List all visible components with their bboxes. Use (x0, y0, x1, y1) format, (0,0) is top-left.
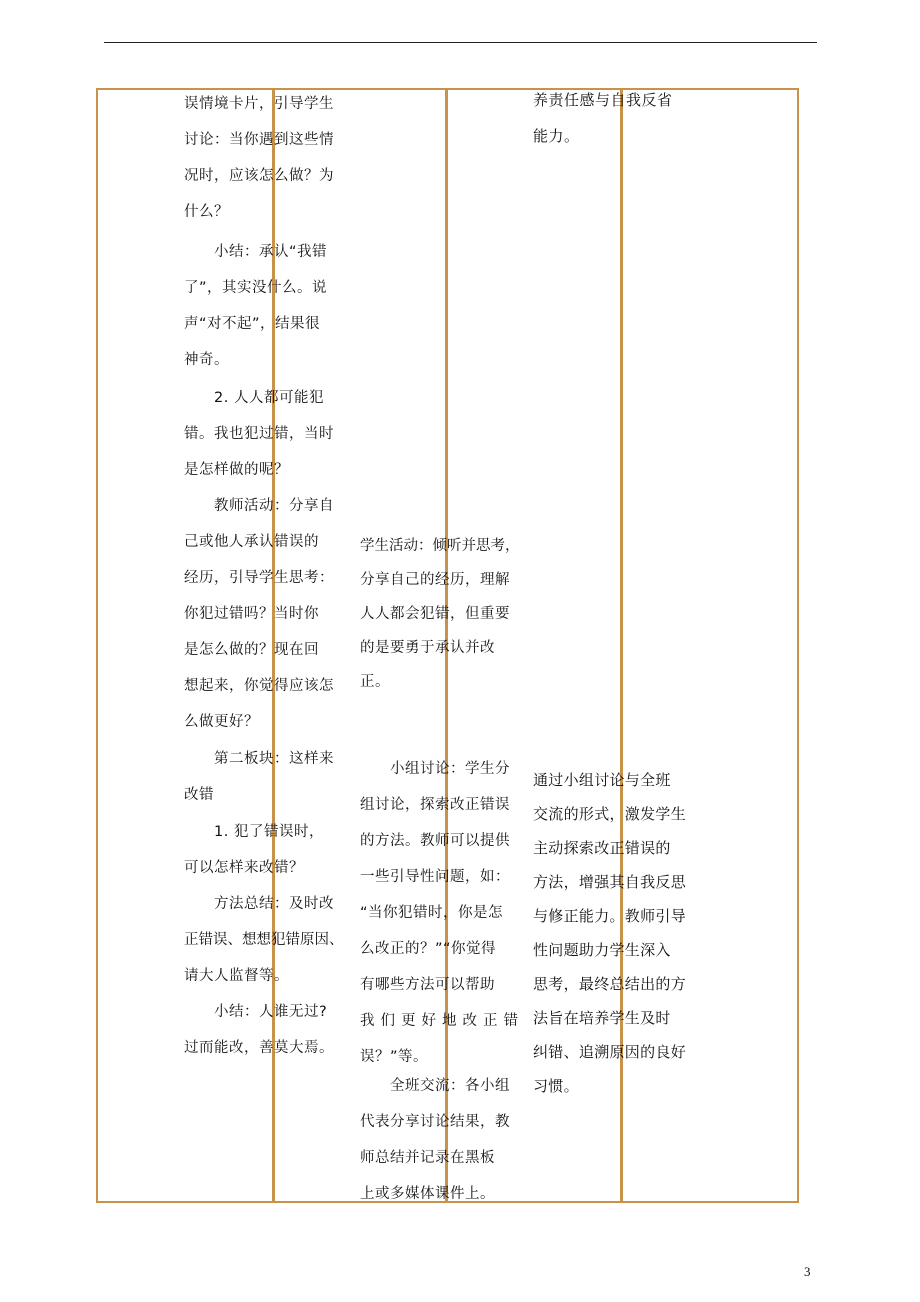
text-line: 有哪些方法可以帮助 (360, 977, 495, 993)
text-line: 误情境卡片，引导学生 (184, 96, 334, 112)
col2-paragraph-1 (184, 86, 344, 230)
text-line: 师总结并记录在黑板 (360, 1150, 495, 1166)
text-line: 你犯过错吗？当时你 (184, 606, 319, 622)
text-line: 代表分享讨论结果，教 (360, 1114, 510, 1130)
text-line: 请大人监督等。 (184, 968, 289, 984)
text-line: 过而能改，善莫大焉。 (184, 1040, 334, 1056)
text-line: “当你犯错时，你是怎 (360, 905, 504, 921)
col2-paragraph-3 (184, 380, 344, 488)
col2-paragraph-5 (184, 741, 344, 813)
text-line: 学生活动：倾听并思考， (360, 538, 520, 554)
text-line: 人人都会犯错，但重要 (360, 606, 510, 622)
text-line: 经历，引导学生思考： (184, 570, 334, 586)
text-line: 组讨论，探索改正错误 (360, 797, 510, 813)
text-line: 一些引导性问题，如： (360, 869, 510, 885)
text-line: 声“对不起”，结果很 (184, 316, 321, 332)
col2-paragraph-8 (184, 994, 344, 1066)
text-line: 是怎么做的？现在回 (184, 642, 319, 658)
col2-paragraph-6 (184, 814, 344, 886)
text-line: 法旨在培养学生及时 (533, 1009, 671, 1027)
text-line: 方法，增强其自我反思 (533, 873, 687, 891)
text-line: 的是要勇于承认并改 (360, 640, 495, 656)
text-line: 方法总结：及时改 (214, 896, 334, 912)
text-line: 改错 (184, 787, 214, 803)
col2-paragraph-4 (184, 488, 344, 740)
text-line: 全班交流：各小组 (390, 1078, 510, 1094)
text-line: 误？”等。 (360, 1049, 429, 1065)
text-line: 错。我也犯过错，当时 (184, 426, 334, 442)
text-line: 思考，最终总结出的方 (533, 975, 687, 993)
text-line: 的方法。教师可以提供 (360, 833, 510, 849)
page-number: 3 (804, 1264, 811, 1279)
text-line: 了”，其实没什么。说 (184, 280, 328, 296)
text-line: 教师活动：分享自 (214, 498, 334, 514)
col4-paragraph-2 (533, 763, 695, 1103)
text-line: 1. 犯了错误时， (214, 824, 324, 840)
text-line: 习惯。 (533, 1077, 579, 1095)
text-line: 神奇。 (184, 352, 229, 368)
text-line: 己或他人承认错误的 (184, 534, 319, 550)
text-line: 上或多媒体课件上。 (360, 1186, 495, 1202)
text-line: 讨论：当你遇到这些情 (184, 132, 334, 148)
text-line: 况时，应该怎么做？为 (184, 168, 334, 184)
col2-paragraph-2 (184, 234, 344, 378)
col3-paragraph-1 (360, 529, 518, 699)
col4-paragraph-1 (533, 82, 695, 154)
text-line: 么做更好？ (184, 714, 259, 730)
text-line: 小结：承认“我错 (214, 244, 328, 260)
text-line: 正错误、想想犯错原因、 (184, 932, 344, 948)
text-line: 什么？ (184, 204, 229, 220)
text-line: 与修正能力。教师引导 (533, 907, 687, 925)
text-line: 小组讨论：学生分 (390, 761, 510, 777)
text-line: 2. 人人都可能犯 (214, 390, 324, 406)
header-rule (104, 42, 817, 43)
text-line: 能力。 (533, 127, 580, 145)
text-line: 么改正的？”“你觉得 (360, 941, 497, 957)
text-line: 想起来，你觉得应该怎 (184, 678, 334, 694)
text-line: 是怎样做的呢？ (184, 462, 289, 478)
text-line: 养责任感与自我反省 (533, 91, 673, 109)
col2-paragraph-7 (184, 886, 344, 994)
text-line: 我们更好地改正错 (360, 1013, 524, 1029)
text-line: 第二板块：这样来 (214, 751, 334, 767)
text-line: 主动探索改正错误的 (533, 839, 671, 857)
text-line: 分享自己的经历，理解 (360, 572, 510, 588)
text-line: 可以怎样来改错？ (184, 860, 304, 876)
text-line: 性问题助力学生深入 (533, 941, 671, 959)
text-line: 小结：人谁无过? (214, 1004, 328, 1020)
text-line: 纠错、追溯原因的良好 (533, 1043, 687, 1061)
col3-paragraph-2 (360, 751, 524, 1075)
text-line: 通过小组讨论与全班 (533, 771, 671, 789)
text-line: 交流的形式，激发学生 (533, 805, 687, 823)
text-line: 正。 (360, 674, 390, 690)
col3-paragraph-3 (360, 1068, 518, 1212)
